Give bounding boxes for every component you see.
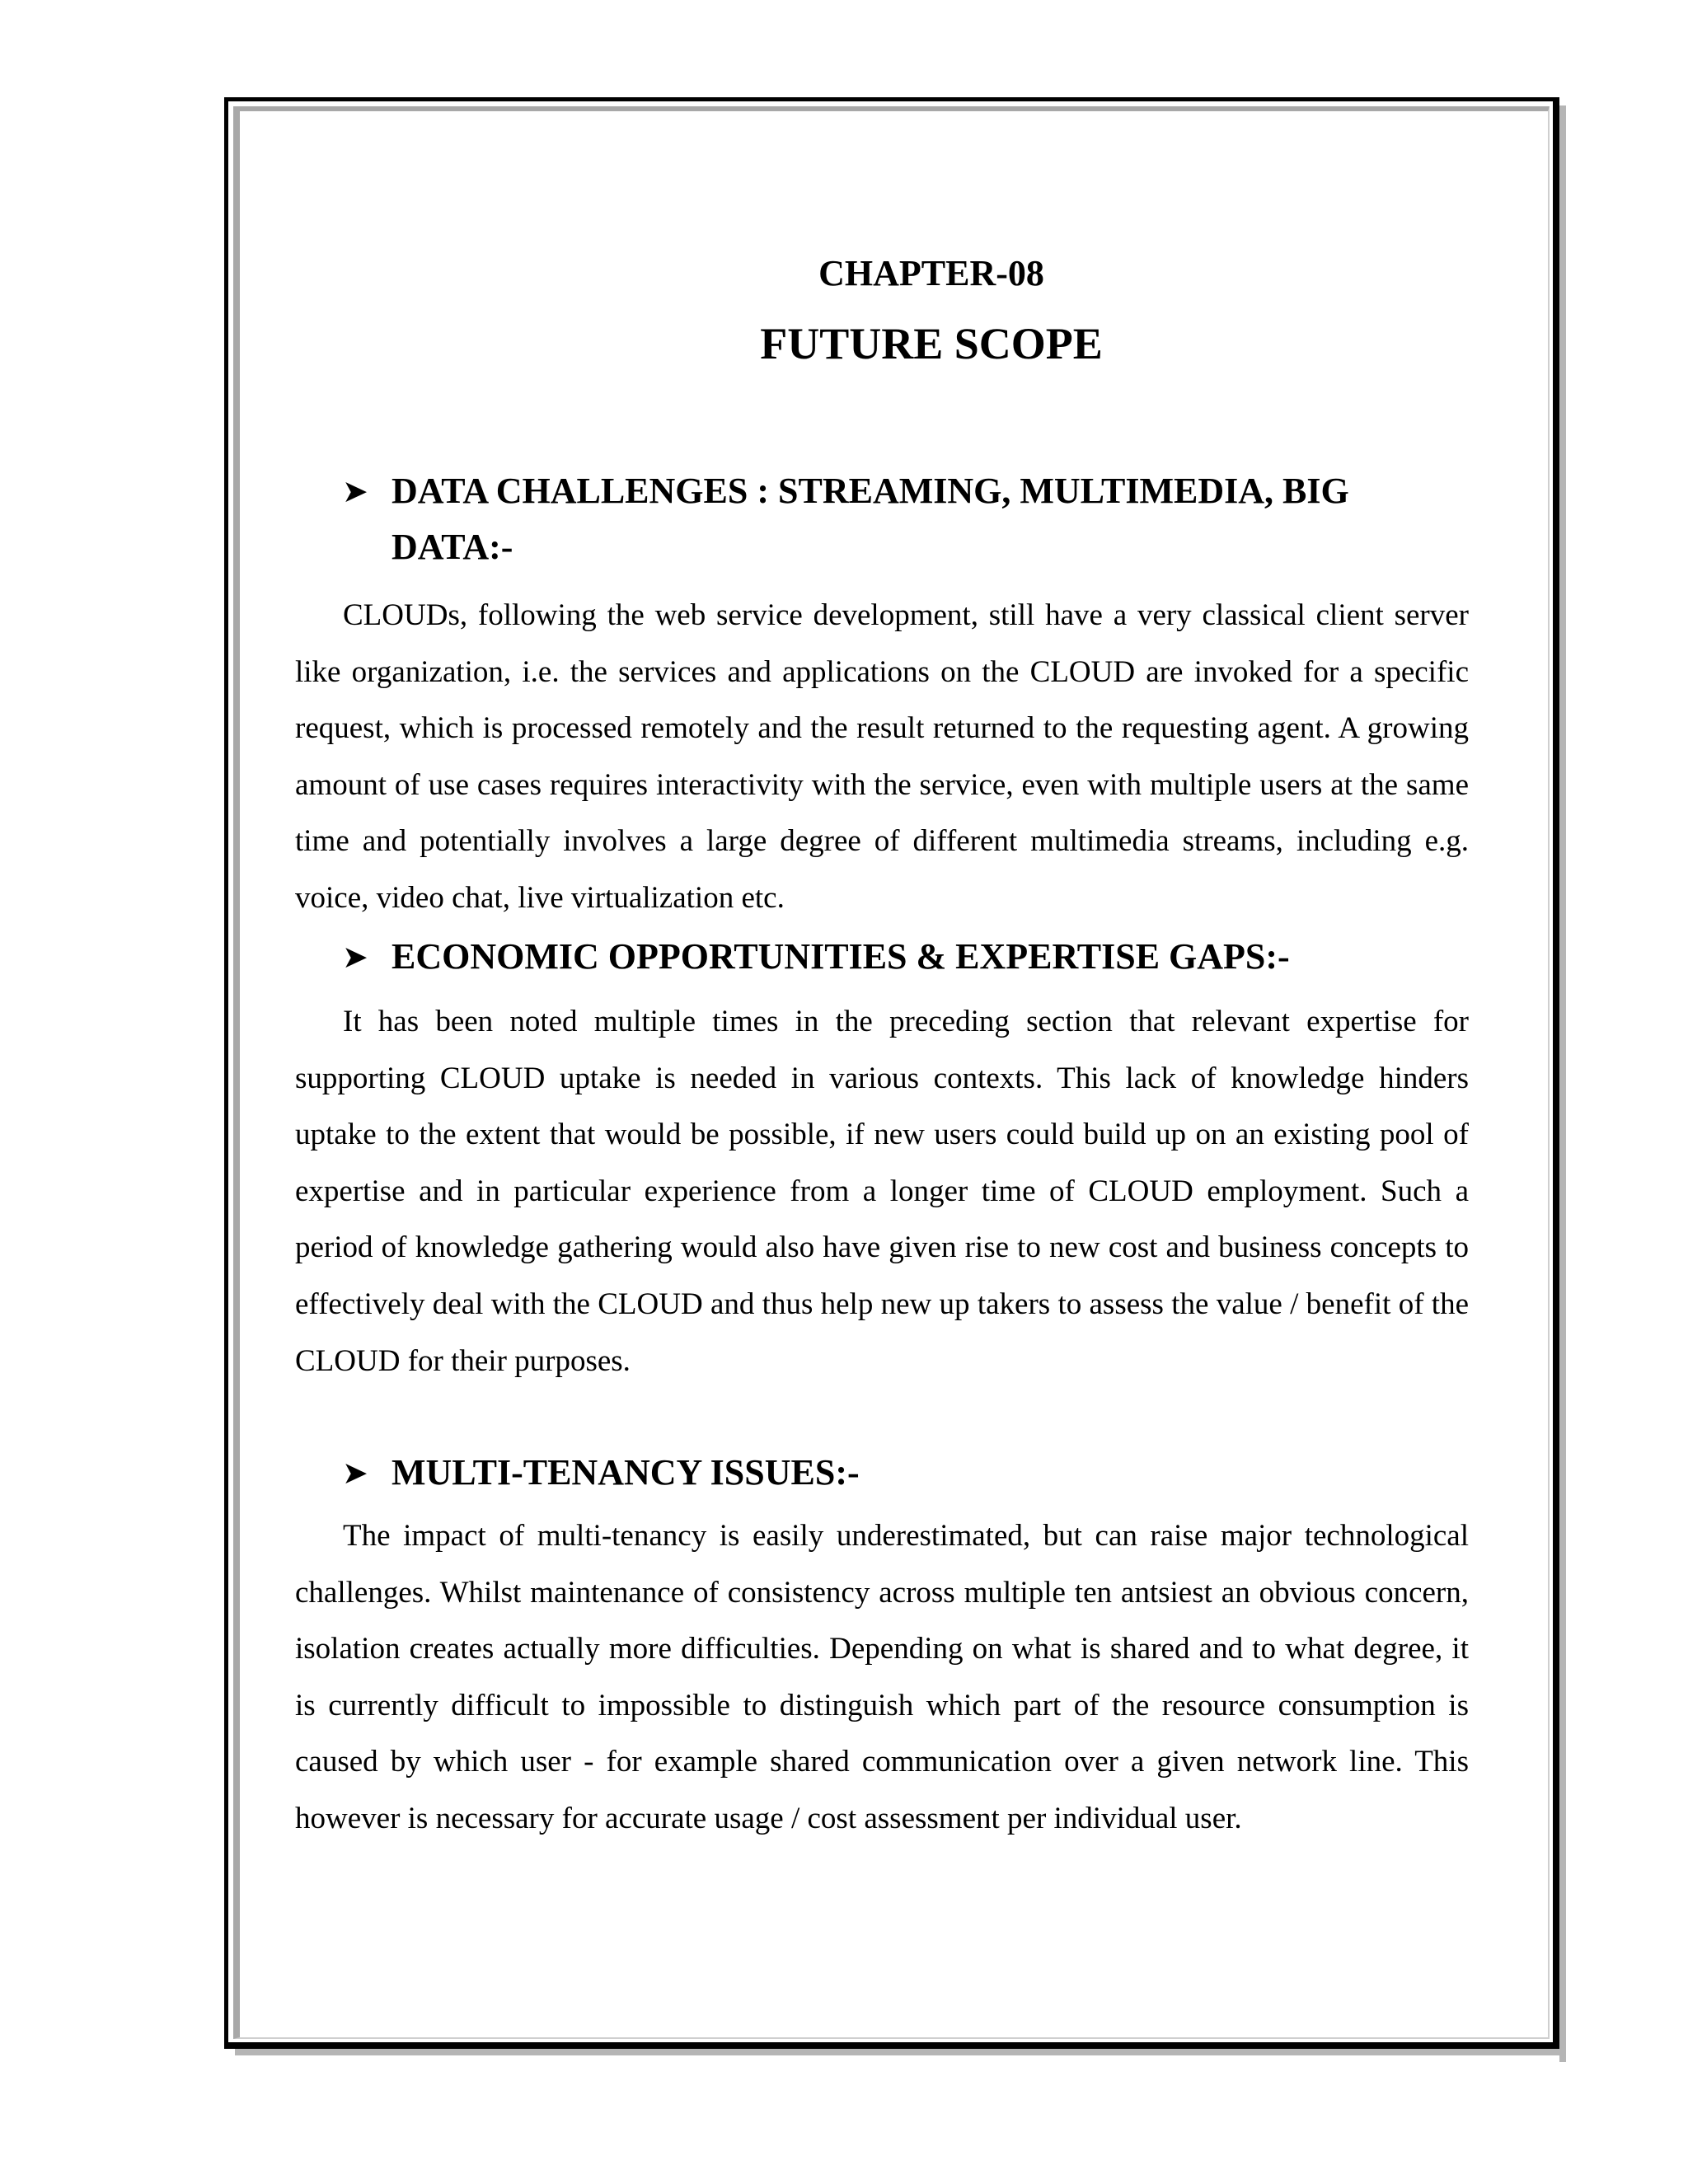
section-heading-economic-opportunities <box>342 929 1496 985</box>
section-heading-text: DATA CHALLENGES : STREAMING, MULTIMEDIA, BIG DATA:- <box>392 471 1349 567</box>
section-heading-data-challenges <box>342 463 1496 575</box>
arrowhead-bullet-icon: ➤ <box>342 939 368 975</box>
section-heading-text: ECONOMIC OPPORTUNITIES & EXPERTISE GAPS:- <box>392 936 1290 977</box>
section-heading-multi-tenancy <box>342 1445 1496 1501</box>
section-body-economic-opportunities: It has been noted multiple times in the preceding section that relevant expertise for supporting CLOUD uptake is needed in various contexts. This lack of knowledge hinders uptake to the extent that would be possible, if new users could build up on an existing pool of expertise and in particular experience from a longer time of CLOUD employment. Such a period of knowledge gathering would also have given rise to new cost and business concepts to effectively deal with the CLOUD and thus help new up takers to assess the value / benefit of the CLOUD for their purposes. <box>295 1005 1469 1378</box>
arrowhead-bullet-icon: ➤ <box>342 473 368 509</box>
chapter-label: CHAPTER-08 <box>818 253 1044 293</box>
section-body-multi-tenancy: The impact of multi-tenancy is easily underestimated, but can raise major technological challenges. Whilst maintenance of consistency across multiple ten antsiest an obvious concern, isolation creates actually more difficulties. Depending on what is shared and to what degree, it is currently difficult to impossible to distinguish which part of the resource consumption is caused by which user - for example shared communication over a given network line. This however is necessary for accurate usage / cost assessment per individual user. <box>295 1519 1469 1835</box>
chapter-title: FUTURE SCOPE <box>760 319 1103 368</box>
page-border-shadow <box>1559 105 1566 2062</box>
section-heading-text: MULTI-TENANCY ISSUES:- <box>392 1452 860 1493</box>
arrowhead-bullet-icon: ➤ <box>342 1455 368 1491</box>
section-body-data-challenges: CLOUDs, following the web service development, still have a very classical client server like organization, i.e. the services and applications on the CLOUD are invoked for a specific request, which is processed remotely and the result returned to the requesting agent. A growing amount of use cases requires interactivity with the service, even with multiple users at the same time and potentially involves a large degree of different multimedia streams, including e.g. voice, video chat, live virtualization etc. <box>295 598 1469 915</box>
